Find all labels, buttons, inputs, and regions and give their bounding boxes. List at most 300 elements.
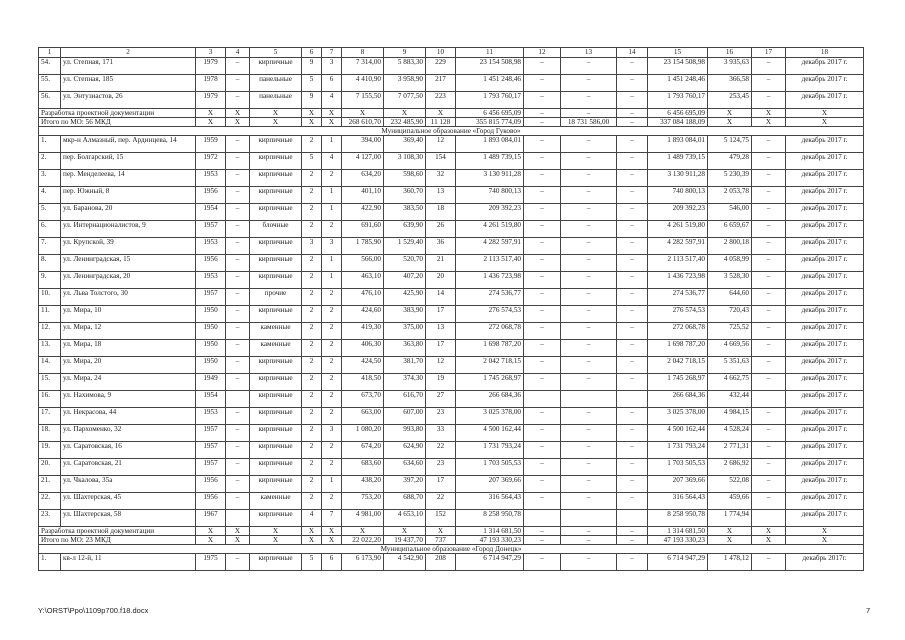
table-cell: 425,90 [384,289,426,306]
table-cell: 5 [302,153,322,170]
table-cell: 2 [322,323,342,340]
table-cell: декабрь 2017 г. [786,408,864,425]
section-heading: Муниципальное образование «Город Гуково» [39,127,864,136]
table-cell: – [752,272,786,289]
table-cell: – [226,442,250,459]
table-row [39,306,864,323]
table-cell: X [384,527,426,536]
table-cell: 3 [322,425,342,442]
table-cell: 17 [426,306,456,323]
table-cell: ул. Мира, 20 [61,357,196,374]
table-cell: 27 [426,391,456,408]
column-header: 6 [302,48,322,58]
table-cell: 266 684,36 [456,391,524,408]
table-cell: 19 437,70 [384,536,426,545]
table-cell: – [226,289,250,306]
table-cell: 566,00 [342,255,384,272]
table-cell: 1 [322,272,342,289]
table-cell: 14. [39,357,61,374]
table-cell: – [561,323,617,340]
table-cell: – [226,153,250,170]
section-heading-row [39,127,864,136]
table-cell: X [226,118,250,127]
table-cell: кирпичные [250,204,302,221]
table-cell: – [226,408,250,425]
table-cell: декабрь 2017 г. [786,187,864,204]
table-cell: 419,30 [342,323,384,340]
table-cell: 12 [426,136,456,153]
table-cell: 418,50 [342,374,384,391]
table-cell: X [752,527,786,536]
table-cell [524,510,561,527]
table-cell: 383,50 [384,204,426,221]
table-cell: X [250,118,302,127]
table-cell: кирпичные [250,187,302,204]
table-cell: – [226,554,250,571]
table-cell [561,510,617,527]
table-cell: 1. [39,136,61,153]
table-cell: 20. [39,459,61,476]
table-cell: 479,28 [708,153,752,170]
table-cell: 56. [39,92,61,109]
table-cell: – [752,204,786,221]
table-cell: 1 [322,136,342,153]
table-cell: 2 [302,136,322,153]
table-cell: 1 698 787,20 [456,340,524,357]
table-row [39,408,864,425]
table-cell [752,510,786,527]
table-cell: кирпичные [250,425,302,442]
table-cell: – [617,340,648,357]
column-header: 2 [61,48,196,58]
table-cell: 2 [322,459,342,476]
table-cell: – [226,272,250,289]
table-cell: – [226,425,250,442]
table-cell: – [524,323,561,340]
table-cell: 2 113 517,40 [648,255,708,272]
table-cell: 1 731 793,24 [648,442,708,459]
table-cell: 2 042 718,15 [648,357,708,374]
table-cell: X [708,527,752,536]
table-cell: 337 084 188,09 [648,118,708,127]
table-cell: кирпичные [250,554,302,571]
table-cell: декабрь 2017 г. [786,255,864,272]
summary-row [39,527,864,536]
table-cell: – [524,476,561,493]
table-cell: 2 113 517,40 [456,255,524,272]
table-cell: 2 [302,425,322,442]
table-cell: 4 127,00 [342,153,384,170]
table-cell: – [752,92,786,109]
table-cell: 6. [39,221,61,238]
table-cell: 7 314,00 [342,58,384,75]
table-cell: декабрь 2017 г. [786,442,864,459]
table-cell: ул. Степная, 185 [61,75,196,92]
table-cell: 2 [322,340,342,357]
table-row [39,323,864,340]
section-heading-row [39,545,864,554]
table-cell: ул. Шахтерская, 58 [61,510,196,527]
table-cell: 22. [39,493,61,510]
table-cell: 12 [426,357,456,374]
table-cell: 23 154 508,98 [648,58,708,75]
table-cell: – [226,476,250,493]
table-cell: 4. [39,187,61,204]
table-cell [561,391,617,408]
table-cell: – [524,340,561,357]
table-cell: 1 745 268,97 [456,374,524,391]
table-row [39,136,864,153]
table-cell: кирпичные [250,442,302,459]
table-cell: 1957 [196,425,226,442]
table-cell: ул. Шахтерская, 45 [61,493,196,510]
table-cell: 1 478,12 [708,554,752,571]
table-cell: 1 489 739,15 [456,153,524,170]
table-cell: ул. Крупской, 39 [61,238,196,255]
table-cell: 5 [302,554,322,571]
table-cell: – [226,374,250,391]
table-cell: X [322,527,342,536]
column-header: 8 [342,48,384,58]
table-cell: 3 108,30 [384,153,426,170]
table-cell: – [752,238,786,255]
table-cell: 154 [426,153,456,170]
table-cell [752,391,786,408]
table-cell: 634,60 [384,459,426,476]
table-cell: 1 529,40 [384,238,426,255]
table-cell: 268 610,70 [342,118,384,127]
table-cell: ул. Мира, 10 [61,306,196,323]
table-cell: 207 369,66 [648,476,708,493]
table-cell: – [617,238,648,255]
table-cell: 9 [302,92,322,109]
table-cell: кирпичные [250,357,302,374]
table-cell: 3 [302,238,322,255]
table-cell: – [561,136,617,153]
table-cell: – [617,255,648,272]
column-header: 14 [617,48,648,58]
table-cell: – [561,109,617,118]
column-header: 3 [196,48,226,58]
table-cell: – [561,554,617,571]
table-cell: 1957 [196,459,226,476]
table-cell: 4 500 162,44 [456,425,524,442]
summary-label: Итого по МО: 23 МКД [39,536,196,545]
table-cell: 1949 [196,374,226,391]
table-cell: 316 564,43 [456,493,524,510]
table-cell: – [617,272,648,289]
table-cell: 2 [322,408,342,425]
table-cell: 16. [39,391,61,408]
table-cell: кирпичные [250,238,302,255]
table-cell: 1978 [196,75,226,92]
table-cell: декабрь 2017 г. [786,289,864,306]
table-cell [617,391,648,408]
table-cell: 2 042 718,15 [456,357,524,374]
table-cell: X [426,527,456,536]
table-cell: – [752,255,786,272]
column-header: 5 [250,48,302,58]
summary-row [39,109,864,118]
table-cell: X [426,109,456,118]
table-cell: X [384,109,426,118]
table-cell: 3. [39,170,61,187]
table-cell: 394,00 [342,136,384,153]
table-cell: 4 542,90 [384,554,426,571]
table-cell: 4 261 519,80 [456,221,524,238]
table-cell: 2 [322,391,342,408]
table-cell: – [524,527,561,536]
table-cell: 23 [426,459,456,476]
table-cell: X [302,536,322,545]
table-cell: 476,10 [342,289,384,306]
table-cell: 6 714 947,29 [456,554,524,571]
table-cell: ул. Барановa, 20 [61,204,196,221]
table-cell: – [524,153,561,170]
table-cell: 6 456 695,09 [648,109,708,118]
table-cell: – [524,493,561,510]
table-cell: ул. Ленинградская, 20 [61,272,196,289]
table-cell: – [226,238,250,255]
table-cell: 2 [302,170,322,187]
table-cell: – [524,374,561,391]
table-cell: – [617,476,648,493]
table-cell: каменные [250,340,302,357]
table-cell: – [752,357,786,374]
table-cell: – [524,118,561,127]
table-row [39,554,864,571]
table-cell: декабрь 2017 г. [786,153,864,170]
table-row [39,221,864,238]
table-cell: – [752,153,786,170]
table-cell: – [617,459,648,476]
table-cell: – [524,109,561,118]
table-cell: – [524,306,561,323]
table-cell: – [617,136,648,153]
table-cell: – [752,187,786,204]
table-cell: 1 793 760,17 [648,92,708,109]
table-cell: декабрь 2017 г. [786,92,864,109]
table-cell: – [561,204,617,221]
table-cell: ул. Саратовская, 16 [61,442,196,459]
table-cell: 725,52 [708,323,752,340]
table-cell: – [617,536,648,545]
table-cell: кирпичные [250,306,302,323]
table-cell: – [617,554,648,571]
table-cell: 4 [322,92,342,109]
table-cell: 4 500 162,44 [648,425,708,442]
table-cell: декабрь 2017 г. [786,136,864,153]
table-cell: 17 [426,340,456,357]
table-cell: кирпичные [250,510,302,527]
table-cell: декабрь 2017 г. [786,493,864,510]
table-cell: 1979 [196,58,226,75]
table-cell: 217 [426,75,456,92]
table-cell: – [617,170,648,187]
table-cell: 3 528,30 [708,272,752,289]
table-row [39,442,864,459]
table-cell: 23 154 508,98 [456,58,524,75]
table-cell: – [524,204,561,221]
table-cell: – [752,136,786,153]
table-cell: 1 774,94 [708,510,752,527]
table-cell: – [226,204,250,221]
table-cell: ул. Саратовская, 21 [61,459,196,476]
table-cell: 4 528,24 [708,425,752,442]
table-cell: – [561,408,617,425]
table-cell: 6 173,90 [342,554,384,571]
table-cell: 5 351,63 [708,357,752,374]
table-cell: 2 [322,170,342,187]
table-cell: 13. [39,340,61,357]
column-header: 11 [456,48,524,58]
table-cell: X [708,109,752,118]
table-cell: 152 [426,510,456,527]
table-cell: 1 314 681,50 [456,527,524,536]
table-cell: – [752,75,786,92]
table-cell: 363,80 [384,340,426,357]
table-cell: – [226,493,250,510]
table-cell: – [752,58,786,75]
table-cell: – [617,493,648,510]
table-cell: кв-л 12-й, 11 [61,554,196,571]
table-cell [524,391,561,408]
page-number: 7 [866,606,871,615]
table-cell: 2 [322,221,342,238]
table-cell: 55. [39,75,61,92]
table-cell: 276 574,53 [648,306,708,323]
table-cell: 644,60 [708,289,752,306]
column-header: 9 [384,48,426,58]
table-cell: декабрь 2017 г. [786,323,864,340]
table-cell: – [752,476,786,493]
table-row [39,170,864,187]
table-cell: 3 025 378,00 [456,408,524,425]
table-cell: 673,70 [342,391,384,408]
table-cell: 1957 [196,289,226,306]
table-cell: 4 058,99 [708,255,752,272]
table-row [39,92,864,109]
table-cell: декабрь 2017 г. [786,459,864,476]
table-cell: – [561,536,617,545]
table-cell: – [561,170,617,187]
table-cell: – [524,255,561,272]
table-row [39,289,864,306]
table-cell: X [708,118,752,127]
table-cell: 2 [322,289,342,306]
table-cell: 23. [39,510,61,527]
table-cell: 5. [39,204,61,221]
table-cell: 1954 [196,391,226,408]
table-cell: 272 068,78 [648,323,708,340]
table-cell: 1 893 084,01 [648,136,708,153]
table-cell: 7 155,50 [342,92,384,109]
table-cell: 1 [322,476,342,493]
table-cell: 1 698 787,20 [648,340,708,357]
table-cell: – [524,75,561,92]
table-cell: 5 883,30 [384,58,426,75]
table-cell: каменные [250,323,302,340]
table-cell: 18 731 586,00 [561,118,617,127]
table-cell: 1 451 248,46 [456,75,524,92]
table-cell: – [561,476,617,493]
table-cell: 401,10 [342,187,384,204]
table-cell: – [226,340,250,357]
column-header: 10 [426,48,456,58]
table-cell: 2 053,78 [708,187,752,204]
table-cell: 546,00 [708,204,752,221]
table-cell: 1954 [196,204,226,221]
table-cell: – [226,255,250,272]
table-row [39,255,864,272]
table-cell: декабрь 2017 г. [786,58,864,75]
table-cell: декабрь 2017 г. [786,510,864,527]
table-cell: 422,90 [342,204,384,221]
table-cell: декабрь 2017 г. [786,306,864,323]
table-cell: 22 022,20 [342,536,384,545]
table-cell: 1953 [196,408,226,425]
table-cell: декабрь 2017 г. [786,221,864,238]
table-cell: 4 662,75 [708,374,752,391]
table-cell: ул. Энтузиастов, 26 [61,92,196,109]
table-cell: 208 [426,554,456,571]
table-cell: 6 659,67 [708,221,752,238]
table-cell: кирпичные [250,476,302,493]
table-cell: 274 536,77 [648,289,708,306]
table-cell: декабрь 2017 г. [786,170,864,187]
table-cell: X [708,536,752,545]
table-cell: – [617,289,648,306]
table-cell: декабрь 2017 г. [786,357,864,374]
table-cell: 272 068,78 [456,323,524,340]
column-header: 16 [708,48,752,58]
table-cell: 1956 [196,255,226,272]
table-cell: – [752,374,786,391]
table-cell: – [226,75,250,92]
table-cell: 3 130 911,28 [648,170,708,187]
table-cell: 1 [322,255,342,272]
table-row [39,425,864,442]
table-cell: – [561,153,617,170]
table-cell: 1950 [196,340,226,357]
table-cell: кирпичные [250,459,302,476]
table-cell: 3 958,90 [384,75,426,92]
table-cell: 22 [426,442,456,459]
table-cell: 2 [302,442,322,459]
table-cell: – [752,323,786,340]
table-row [39,391,864,408]
table-cell: – [617,323,648,340]
table-cell: 688,70 [384,493,426,510]
table-cell [226,391,250,408]
table-cell: 5 124,75 [708,136,752,153]
table-cell: X [226,527,250,536]
table-cell: 1 451 248,46 [648,75,708,92]
table-cell: – [617,425,648,442]
table-cell: 1 731 793,24 [456,442,524,459]
table-cell: 20 [426,272,456,289]
table-cell: – [524,459,561,476]
table-cell: ул. Некрасова, 44 [61,408,196,425]
table-cell: 13 [426,323,456,340]
table-cell: – [561,221,617,238]
table-cell: 720,43 [708,306,752,323]
table-cell: 2 771,31 [708,442,752,459]
table-cell: 2 [322,357,342,374]
table-cell: 520,70 [384,255,426,272]
table-cell: X [752,536,786,545]
table-cell: – [561,340,617,357]
